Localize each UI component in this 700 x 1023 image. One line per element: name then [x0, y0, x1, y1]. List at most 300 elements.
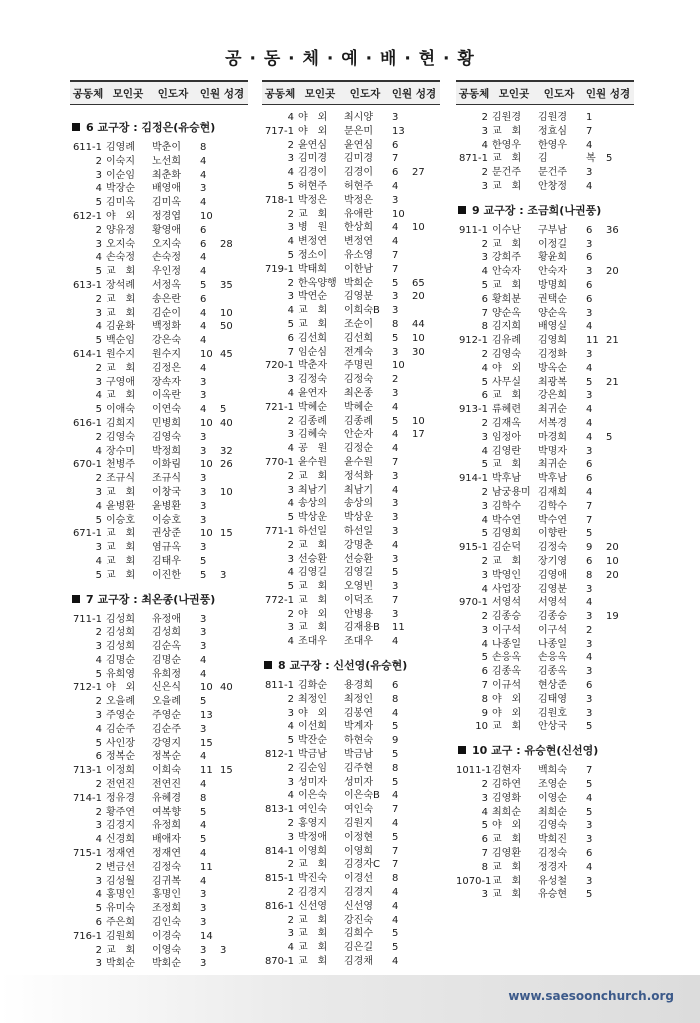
table-row	[262, 914, 440, 928]
attendance: 5	[586, 806, 593, 818]
place: 구영애	[106, 376, 135, 388]
attendance: 3	[392, 581, 399, 593]
leader: 장속자	[152, 376, 181, 388]
place: 교 회	[106, 307, 136, 319]
leader: 김원지	[344, 818, 373, 830]
attendance: 7	[392, 263, 399, 275]
attendance: 4	[586, 597, 593, 609]
leader: 전연진	[152, 779, 181, 791]
leader: 김경자C	[344, 859, 380, 871]
attendance: 3	[200, 514, 207, 526]
group-number: 720-1	[264, 360, 294, 372]
bible-count	[412, 734, 434, 748]
leader: 최춘화	[152, 169, 181, 181]
leader: 박희순	[344, 277, 373, 289]
place: 교 회	[106, 555, 136, 567]
table-row	[456, 125, 634, 139]
place: 교 회	[106, 362, 136, 374]
leader: 김경채	[344, 956, 373, 968]
table-row	[262, 484, 440, 498]
place: 교 회	[106, 266, 136, 278]
bible-count	[412, 304, 434, 318]
bible-count	[412, 748, 434, 762]
place: 교 회	[492, 555, 522, 567]
table-row	[262, 635, 440, 649]
leader: 김순주	[152, 723, 181, 735]
attendance: 4	[392, 887, 399, 899]
attendance: 4	[392, 818, 399, 830]
table-row	[262, 831, 440, 845]
place: 김원희	[106, 930, 135, 942]
bible-count	[606, 679, 628, 693]
leader: 유소영	[344, 249, 373, 261]
group-number: 6	[481, 666, 488, 678]
attendance: 13	[392, 125, 405, 137]
place: 야 외	[298, 707, 328, 719]
table-row	[262, 415, 440, 429]
group-number: 2	[95, 155, 102, 167]
attendance: 3	[200, 500, 207, 512]
leader: 권택순	[538, 293, 567, 305]
website-link[interactable]: www.saesoonchurch.org	[508, 989, 674, 1003]
bible-count	[220, 709, 242, 723]
attendance: 4	[200, 197, 207, 209]
bible-count	[412, 831, 434, 845]
bible-count: 15	[220, 765, 233, 777]
leader: 최희순	[538, 806, 567, 818]
table-row	[70, 362, 248, 376]
leader: 김원호	[538, 707, 567, 719]
leader: 김미경	[344, 153, 373, 165]
bible-count	[220, 389, 242, 403]
attendance: 4	[392, 539, 399, 551]
group-number: 9	[481, 707, 488, 719]
section-label: 7 교구장 : 최온종(나권풍)	[86, 592, 216, 606]
attendance: 5	[392, 749, 399, 761]
place: 공 원	[298, 443, 328, 455]
table-row	[456, 833, 634, 847]
group-number: 8	[481, 693, 488, 705]
attendance: 4	[586, 180, 593, 192]
place: 야 외	[492, 707, 522, 719]
table-row	[70, 348, 248, 362]
place: 김순주	[106, 723, 135, 735]
group-number: 611-1	[72, 142, 102, 153]
group-number: 5	[287, 249, 294, 261]
column-header: 모인곳	[498, 87, 530, 100]
place: 교 회	[492, 889, 522, 901]
bible-count	[412, 249, 434, 263]
table-row	[456, 389, 634, 403]
group-number: 772-1	[264, 594, 294, 606]
leader: 오지숙	[152, 238, 181, 250]
table-row	[456, 376, 634, 390]
leader: 정경자	[538, 861, 567, 873]
place: 여인숙	[298, 804, 327, 816]
leader: 배영실	[538, 321, 567, 333]
leader: 신선영	[344, 900, 373, 912]
table-row	[262, 720, 440, 734]
place: 김유례	[492, 335, 521, 347]
table-row	[70, 527, 248, 541]
place: 홍영지	[298, 818, 327, 830]
bible-count	[220, 640, 242, 654]
group-number: 4	[95, 654, 102, 666]
leader: 박금남	[344, 749, 373, 761]
place: 변금선	[106, 861, 135, 873]
leader: 김원경	[538, 112, 567, 123]
leader: 이영숙	[152, 944, 181, 956]
bible-count	[220, 613, 242, 627]
leader: 최귀순	[538, 459, 567, 471]
attendance: 7	[586, 514, 593, 526]
attendance: 4	[586, 417, 593, 429]
leader: 김은길	[344, 942, 373, 954]
leader: 이경숙	[152, 930, 181, 942]
attendance: 2	[586, 624, 593, 636]
table-row	[70, 737, 248, 751]
place: 홍명인	[106, 889, 135, 901]
table-row	[456, 541, 634, 555]
group-number: 2	[287, 539, 294, 551]
bible-count: 3	[220, 569, 227, 581]
place: 김영길	[298, 567, 327, 579]
attendance: 6	[586, 293, 593, 305]
group-number: 3	[481, 569, 488, 581]
place: 박금남	[298, 749, 327, 761]
table-row	[70, 916, 248, 930]
attendance: 13	[200, 710, 213, 722]
place: 정소이	[298, 249, 327, 261]
place: 문건주	[492, 167, 521, 179]
place: 이애숙	[106, 404, 135, 416]
table-row	[262, 608, 440, 622]
group-number: 813-1	[264, 804, 294, 816]
place: 교 회	[298, 914, 328, 926]
table-row	[456, 514, 634, 528]
group-number: 2	[95, 696, 102, 708]
place: 강희주	[492, 252, 521, 264]
table-row	[70, 555, 248, 569]
place: 교 회	[106, 528, 136, 540]
table-row	[262, 442, 440, 456]
table-header	[262, 80, 440, 105]
bible-count	[412, 817, 434, 831]
attendance: 3	[586, 820, 593, 832]
leader: 염규옥	[152, 542, 181, 554]
group-number: 711-1	[72, 613, 102, 625]
bible-count	[220, 806, 242, 820]
leader: 황윤희	[538, 252, 567, 264]
attendance: 복	[586, 153, 596, 165]
place: 야 외	[106, 682, 136, 694]
attendance: 5	[392, 942, 399, 954]
attendance: 6	[586, 459, 593, 471]
bible-count	[412, 900, 434, 914]
place: 박장순	[106, 183, 135, 195]
bible-count	[220, 141, 242, 155]
group-number: 3	[287, 553, 294, 565]
table-row	[70, 957, 248, 971]
attendance: 7	[392, 456, 399, 468]
bible-count: 50	[220, 321, 233, 333]
bible-count	[606, 847, 628, 861]
bible-count	[220, 750, 242, 764]
bible-count	[412, 125, 434, 139]
table-row	[70, 320, 248, 334]
table-row	[456, 720, 634, 734]
place: 김경지	[298, 887, 327, 899]
leader: 이영희	[344, 845, 373, 857]
attendance: 3	[586, 875, 593, 887]
place: 김성희	[106, 641, 135, 653]
attendance: 3	[392, 498, 399, 510]
table-row	[456, 320, 634, 334]
column-header: 공동체	[458, 87, 490, 100]
table-row	[456, 139, 634, 153]
table-row	[70, 640, 248, 654]
group-number: 2	[287, 608, 294, 620]
table-row	[70, 376, 248, 390]
group-number: 2	[481, 486, 488, 498]
place: 교 회	[298, 956, 328, 968]
attendance: 1	[586, 112, 593, 123]
leader: 김재용B	[344, 622, 380, 634]
leader: 김학수	[538, 500, 567, 512]
leader: 조대우	[344, 636, 373, 648]
table-row	[70, 626, 248, 640]
table-row	[456, 472, 634, 486]
leader: 성미자	[344, 776, 373, 788]
table-row	[262, 235, 440, 249]
place: 교 회	[106, 944, 136, 956]
group-number: 4	[287, 942, 294, 954]
leader: 김태우	[152, 555, 181, 567]
bible-count	[220, 472, 242, 486]
group-number: 6	[481, 834, 488, 846]
place: 김성희	[106, 613, 135, 625]
leader: 주명린	[344, 360, 373, 372]
leader: 하현숙	[344, 735, 373, 747]
place: 교 회	[106, 569, 136, 581]
bible-count	[412, 621, 434, 635]
leader: 권상준	[152, 528, 181, 540]
group-number: 915-1	[458, 542, 488, 554]
place: 김미옥	[106, 197, 135, 209]
leader: 정효심	[538, 125, 567, 137]
attendance: 4	[392, 636, 399, 648]
table-row	[70, 861, 248, 875]
attendance: 5	[586, 779, 593, 791]
place: 교 회	[298, 318, 328, 330]
bible-count	[412, 635, 434, 649]
attendance: 3	[200, 445, 207, 457]
leader: 서복경	[538, 417, 567, 429]
attendance: 3	[392, 512, 399, 524]
bible-count	[220, 875, 242, 889]
group-number: 616-1	[72, 417, 102, 429]
group-number: 3	[95, 710, 102, 722]
place: 박정애	[298, 831, 327, 843]
bible-count	[220, 251, 242, 265]
attendance: 4	[392, 707, 399, 719]
place: 김원경	[492, 112, 521, 123]
bible-count	[412, 553, 434, 567]
group-number: 4	[481, 266, 488, 278]
bible-count: 30	[412, 346, 425, 358]
group-number: 5	[287, 180, 294, 192]
table-row	[456, 679, 634, 693]
attendance: 3	[586, 834, 593, 846]
attendance: 4	[200, 266, 207, 278]
table-row	[262, 208, 440, 222]
place: 이구석	[492, 624, 521, 636]
attendance: 3	[586, 707, 593, 719]
table-row	[262, 525, 440, 539]
bible-count: 10	[220, 486, 233, 498]
attendance: 7	[392, 594, 399, 606]
place: 전연진	[106, 779, 135, 791]
place: 이수난	[492, 224, 521, 236]
leader: 민병희	[152, 417, 181, 429]
bible-count	[606, 527, 628, 541]
leader: 서정옥	[152, 279, 181, 291]
place: 조규식	[106, 473, 135, 485]
group-number: 4	[287, 790, 294, 802]
bible-count	[606, 362, 628, 376]
attendance: 3	[200, 473, 207, 485]
leader: 김종옥	[538, 666, 567, 678]
place: 하선일	[298, 525, 327, 537]
group-number: 4	[287, 636, 294, 648]
bible-count: 40	[220, 417, 233, 429]
bible-count	[412, 872, 434, 886]
attendance: 6	[586, 473, 593, 485]
group-number: 2	[287, 693, 294, 705]
bible-count	[606, 307, 628, 321]
place: 야 외	[298, 608, 328, 620]
attendance: 10	[200, 682, 213, 694]
table-row	[456, 238, 634, 252]
group-number: 6	[95, 751, 102, 763]
attendance: 11	[200, 861, 213, 873]
group-number: 912-1	[458, 335, 488, 347]
leader: 이진한	[152, 569, 181, 581]
group-number: 7	[481, 848, 488, 860]
table-header	[70, 80, 248, 105]
leader: 정재연	[152, 848, 181, 860]
table-row	[262, 359, 440, 373]
attendance: 6	[200, 238, 207, 250]
group-number: 2	[95, 944, 102, 956]
bible-count	[220, 626, 242, 640]
attendance: 3	[200, 903, 207, 915]
group-number: 2	[481, 112, 488, 123]
group-number: 3	[95, 958, 102, 970]
group-number: 8	[481, 321, 488, 333]
place: 교 회	[106, 293, 136, 305]
attendance: 5	[200, 806, 207, 818]
table-row	[262, 927, 440, 941]
leader: 김영애	[538, 569, 567, 581]
place: 윤연자	[298, 387, 327, 399]
attendance: 4	[200, 307, 207, 319]
attendance: 4	[392, 236, 399, 248]
place: 손응옥	[492, 652, 521, 664]
bible-count	[606, 720, 628, 734]
bible-count	[412, 720, 434, 734]
place: 김경지	[106, 820, 135, 832]
table-row	[70, 875, 248, 889]
attendance: 4	[586, 321, 593, 333]
section-heading	[70, 589, 248, 611]
table-row	[262, 304, 440, 318]
table-row	[262, 955, 440, 969]
group-number: 914-1	[458, 473, 488, 485]
attendance: 4	[200, 169, 207, 181]
table-row	[456, 693, 634, 707]
attendance: 4	[200, 335, 207, 347]
place: 김명순	[106, 654, 135, 666]
leader: 구부남	[538, 224, 567, 236]
bible-count	[412, 263, 434, 277]
group-number: 2	[287, 470, 294, 482]
group-number: 3	[287, 707, 294, 719]
attendance: 3	[392, 387, 399, 399]
group-number: 3	[95, 486, 102, 498]
table-row	[262, 748, 440, 762]
bible-count	[412, 511, 434, 525]
bible-count	[606, 238, 628, 252]
leader: 박회순	[152, 958, 181, 970]
attendance: 10	[200, 348, 213, 360]
bible-count	[220, 902, 242, 916]
bible-count	[606, 417, 628, 431]
leader: 황영애	[152, 224, 181, 236]
bible-count	[412, 180, 434, 194]
attendance: 4	[392, 900, 399, 912]
table-row	[456, 166, 634, 180]
group-number: 771-1	[264, 525, 294, 537]
group-number: 913-1	[458, 404, 488, 416]
place: 김화순	[298, 680, 327, 692]
leader: 유희정	[152, 668, 181, 680]
bible-count: 10	[412, 332, 425, 344]
place: 교 회	[106, 486, 136, 498]
leader: 이경선	[344, 873, 373, 885]
place: 나종일	[492, 638, 521, 650]
bible-count: 3	[220, 944, 227, 956]
group-number: 714-1	[72, 792, 102, 804]
attendance: 4	[200, 668, 207, 680]
bible-count: 15	[220, 528, 233, 540]
group-number: 2	[481, 348, 488, 360]
group-number: 2	[95, 861, 102, 873]
attendance: 6	[586, 252, 593, 264]
bible-count	[412, 359, 434, 373]
place: 양유정	[106, 224, 135, 236]
attendance: 4	[586, 792, 593, 804]
table-row	[262, 277, 440, 291]
bible-count	[606, 111, 628, 125]
place: 김순임	[298, 762, 327, 774]
column-header: 인원 성경	[585, 87, 631, 100]
leader: 문건주	[538, 167, 567, 179]
attendance: 6	[200, 293, 207, 305]
bible-count	[606, 693, 628, 707]
leader: 안상국	[538, 721, 567, 733]
bible-count	[220, 723, 242, 737]
